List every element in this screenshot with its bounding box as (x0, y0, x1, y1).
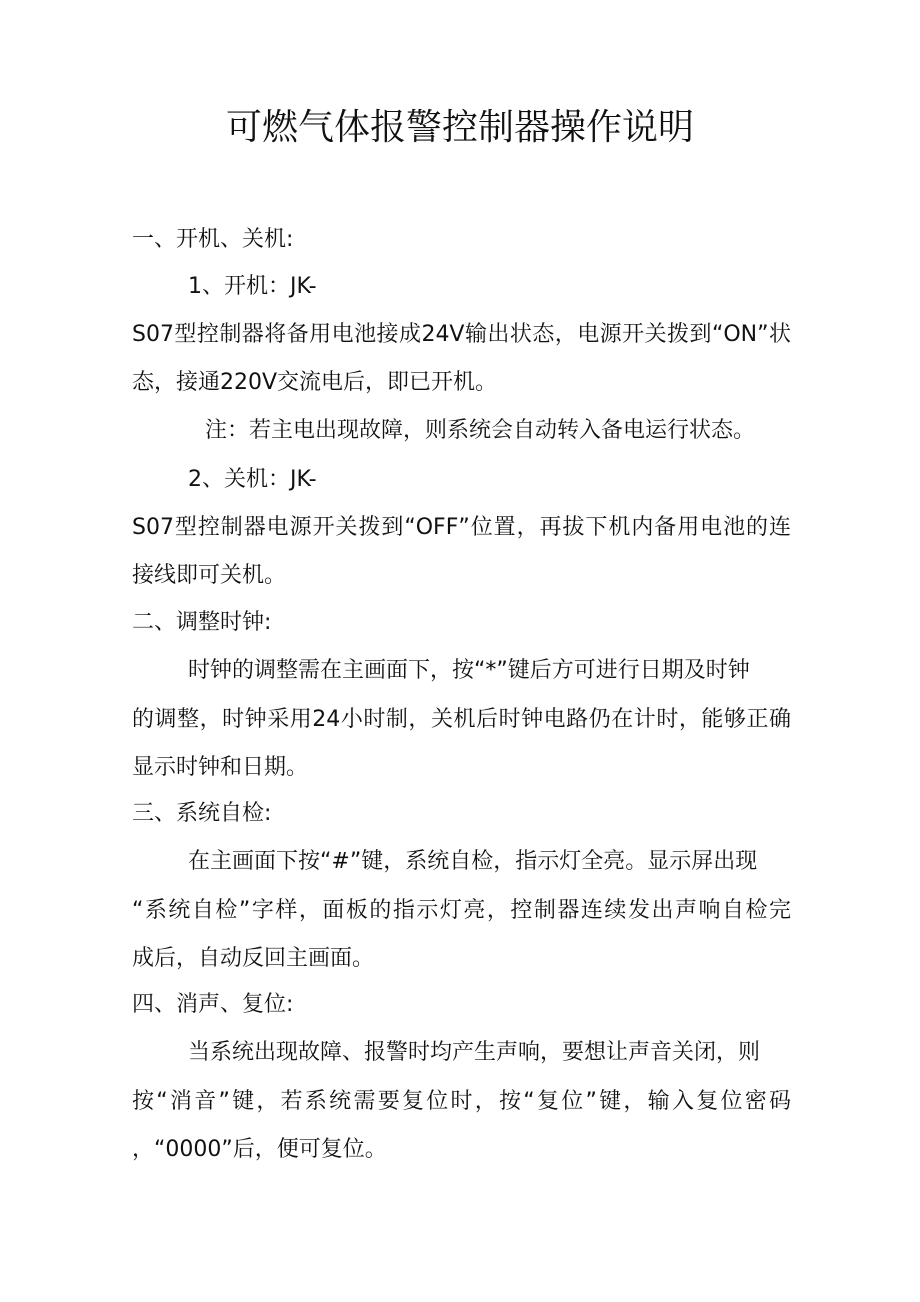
section-clock-line: 显示时钟和日期。 (132, 755, 309, 780)
item-power-off-line: 接线即可关机。 (132, 563, 287, 588)
section-heading-power: 一、开机、关机: (132, 227, 294, 252)
section-clock-line: 的调整，时钟采用24小时制，关机后时钟电路仍在计时，能够正确 (132, 707, 791, 732)
item-power-on-label: 1、开机：JK- (188, 274, 317, 299)
section-silence-reset-line: 当系统出现故障、报警时均产生声响，要想让声音关闭，则 (188, 1040, 761, 1065)
section-silence-reset-line: ，“0000”后，便可复位。 (132, 1137, 387, 1162)
item-power-off-line: S07型控制器电源开关拨到“OFF”位置，再拔下机内备用电池的连 (132, 515, 791, 540)
section-heading-selftest: 三、系统自检: (132, 801, 272, 826)
section-heading-clock: 二、调整时钟: (132, 610, 272, 635)
item-power-off-label: 2、关机：JK- (188, 467, 317, 492)
section-selftest-line: 成后，自动反回主画面。 (132, 946, 375, 971)
document-title: 可燃气体报警控制器操作说明 (225, 107, 694, 148)
item-power-on-line: 态，接通220V交流电后，即已开机。 (132, 370, 498, 395)
item-power-on-line: S07型控制器将备用电池接成24V输出状态，电源开关拨到“ON”状 (132, 322, 791, 347)
section-silence-reset-line: 按“消音”键，若系统需要复位时，按“复位”键，输入复位密码 (132, 1089, 791, 1114)
item-power-on-note: 注：若主电出现故障，则系统会自动转入备电运行状态。 (205, 418, 756, 443)
section-heading-silence-reset: 四、消声、复位: (132, 992, 294, 1017)
section-selftest-line: “系统自检”字样，面板的指示灯亮，控制器连续发出声响自检完 (132, 898, 791, 923)
section-clock-line: 时钟的调整需在主画面下，按“*”键后方可进行日期及时钟 (188, 658, 750, 683)
section-selftest-line: 在主画面下按“#”键，系统自检，指示灯全亮。显示屏出现 (188, 849, 758, 874)
